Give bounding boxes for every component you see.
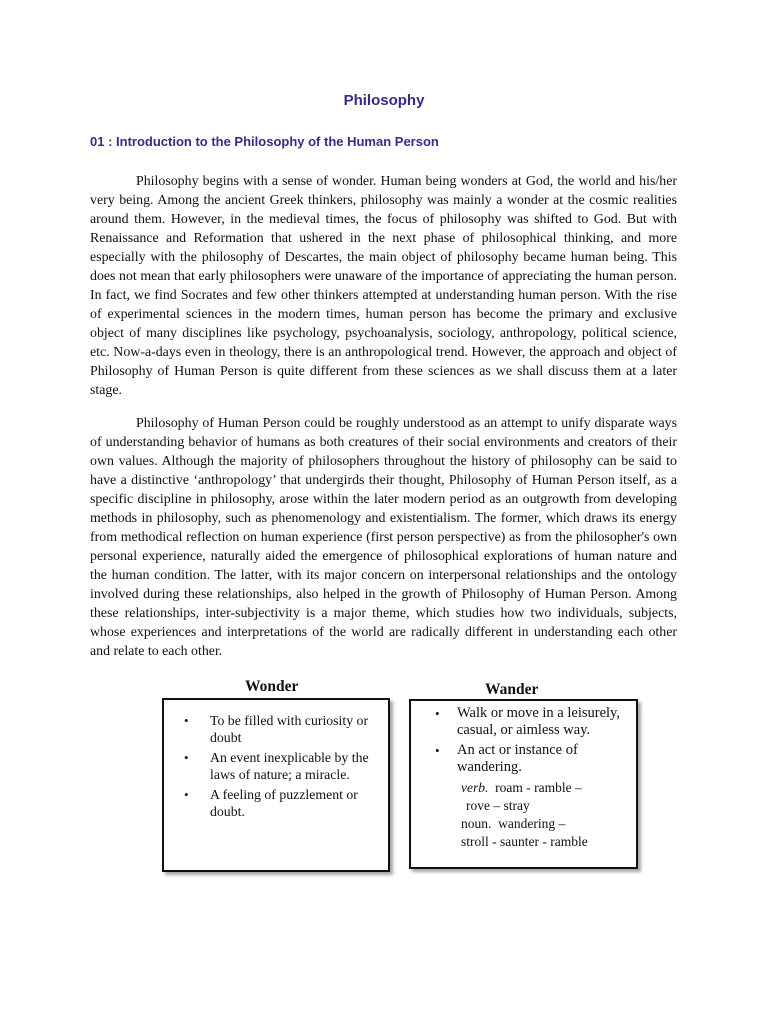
wonder-definition-box [162, 698, 390, 872]
section-heading: 01 : Introduction to the Philosophy of the Human Person [90, 134, 439, 149]
list-item [411, 705, 636, 739]
wander-definition-box [409, 699, 638, 869]
paragraph-1: Philosophy begins with a sense of wonder. Human being wonders at God, the world and his/her very being. Among the ancient Greek thinkers, philosophy was mainly a wonder at the cosmic realities around them. However, in the medieval times, the focus of philosophy was shifted to God. But with Renaissance and Reformation that ushered in the next phase of philosophical thinking, and more especially with the philosophy of Descartes, the main object of philosophy became human being. This does not mean that early philosophers were unaware of the importance of appreciating the human person. In fact, we find Socrates and few other thinkers attempted at understanding human person. With the rise of experimental sciences in the modern times, human person has become the primary and exclusive object of many disciplines like psychology, psychoanalysis, sociology, anthropology, political science, etc. Now-a-days even in theology, there is an anthropological trend. However, the approach and object of Philosophy of Human Person is quite different from these sciences as we shall discuss them at a later stage. [90, 174, 677, 398]
bullet-icon: • [184, 750, 189, 765]
noun-label: noun. [461, 816, 492, 831]
page-title: Philosophy [343, 92, 425, 109]
verb-label: verb. [461, 780, 489, 795]
bullet-icon: • [435, 706, 440, 721]
verb-synonyms [411, 779, 636, 815]
verb-synonyms-line-1: roam - ramble – [495, 780, 582, 795]
list-item [164, 786, 388, 820]
paragraph-2: Philosophy of Human Person could be roughly understood as an attempt to unify disparate ways of understanding behavior of humans as both creatures of their social environments and creators of their own values. Although the majority of philosophers throughout the history of philosophy can be said to have a distinctive ‘anthropology’ that undergirds their thought, Philosophy of Human Person itself, as a specific discipline in philosophy, arose within the later modern period as an outgrowth from developing methods in philosophy, such as phenomenology and existentialism. The former, which draws its energy from methodical reflection on human experience (first person perspective) as from the philosopher's own personal experience, naturally aided the emergence of philosophical explorations of human nature and the human condition. The latter, with its major concern on interpersonal relationships and the ontology involved during these relationships, also helped in the growth of Philosophy of Human Person. Among these relationships, inter-subjectivity is a major theme, which studies how two individuals, subjects, whose experiences and interpretations of the world are radically different in understanding each other and relate to each other. [90, 416, 677, 659]
list-item [411, 742, 636, 776]
wander-definition-list [411, 705, 636, 776]
noun-synonyms-line-2: stroll - saunter - ramble [461, 834, 588, 849]
wander-item-text: Walk or move in a leisurely, casual, or aimless way. [457, 705, 620, 738]
wonder-item-text: To be filled with curiosity or doubt [210, 713, 369, 745]
noun-synonyms-line-1: wandering – [498, 816, 566, 831]
wonder-item-text: An event inexplicable by the laws of nature; a miracle. [210, 750, 369, 782]
wonder-box-title: Wonder [245, 678, 299, 695]
noun-synonyms [411, 815, 636, 851]
verb-synonyms-line-2: rove – stray [466, 798, 530, 813]
bullet-icon: • [184, 713, 189, 728]
bullet-icon: • [435, 743, 440, 758]
bullet-icon: • [184, 787, 189, 802]
list-item [164, 749, 388, 783]
wonder-item-text: A feeling of puzzlement or doubt. [210, 787, 358, 819]
wonder-definition-list [164, 712, 388, 820]
list-item [164, 712, 388, 746]
wander-box-title: Wander [485, 681, 539, 698]
wander-item-text: An act or instance of wandering. [457, 742, 578, 775]
